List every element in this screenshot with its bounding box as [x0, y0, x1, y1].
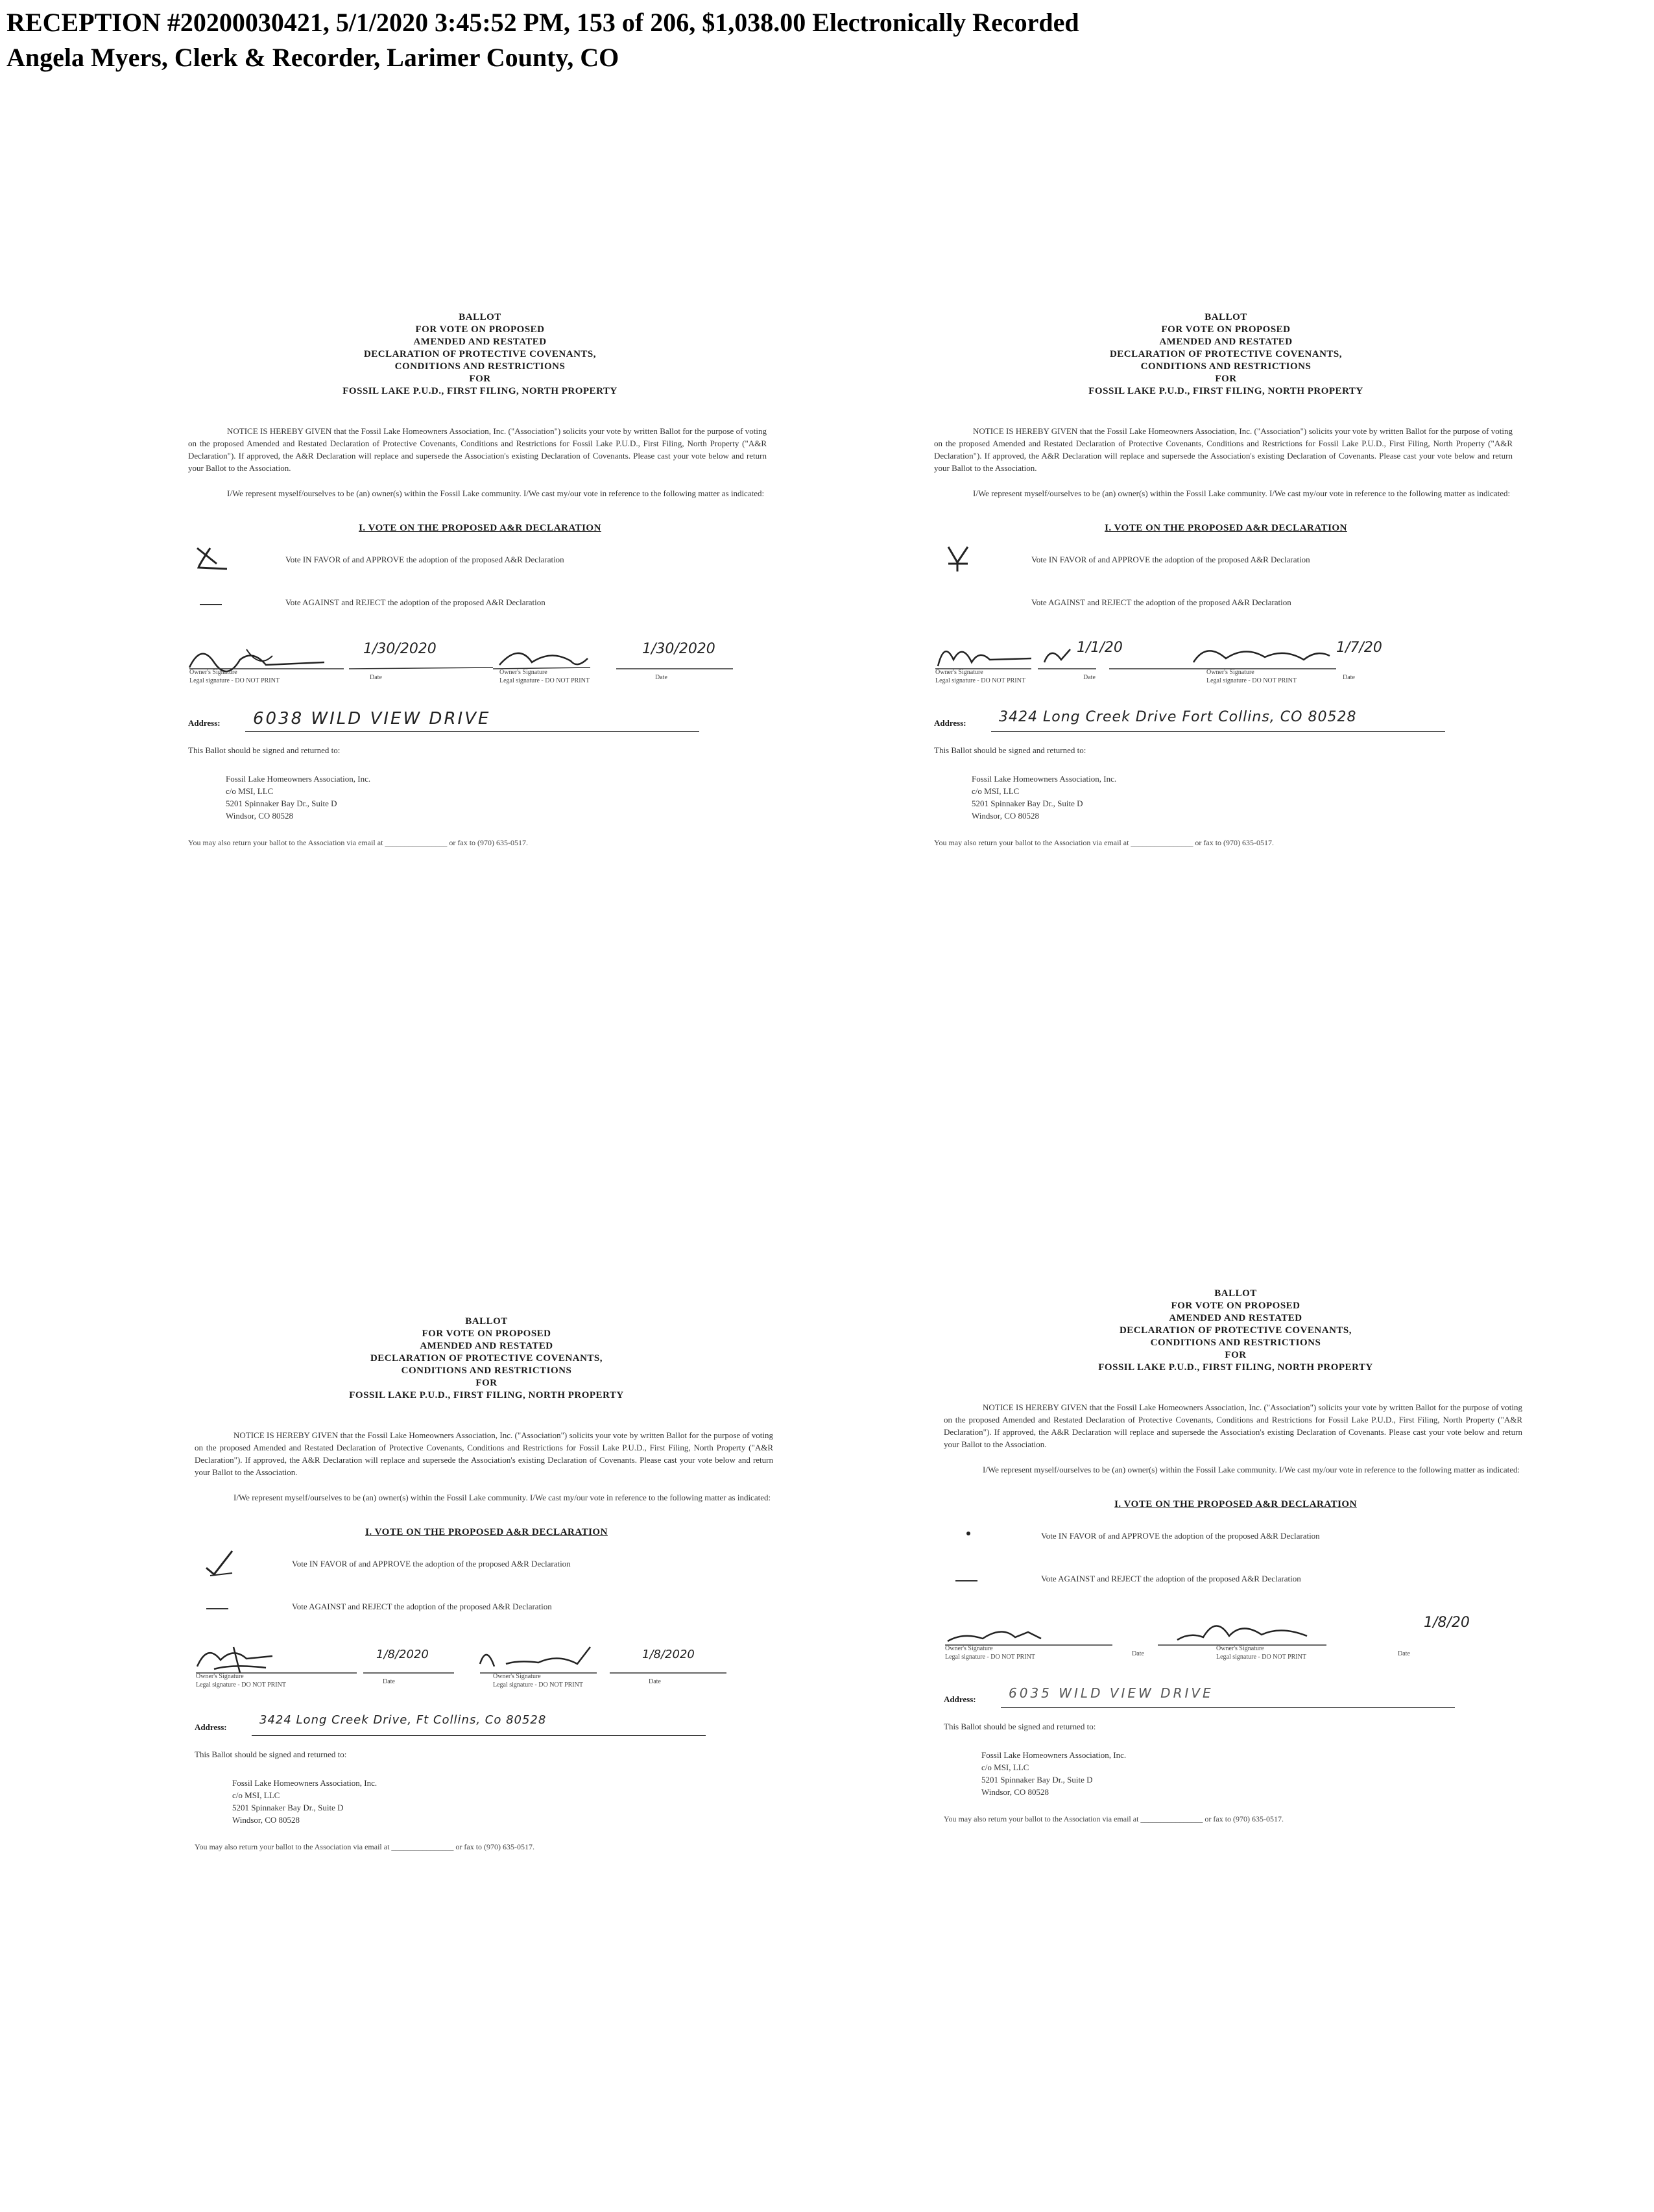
owner-signature-label: Owner's Signature	[945, 1645, 993, 1652]
title-line: FOSSIL LAKE P.U.D., FIRST FILING, NORTH PROPERTY	[1088, 386, 1363, 396]
section-heading: I. VOTE ON THE PROPOSED A&R DECLARATION	[359, 523, 601, 533]
address-label: Address:	[195, 1722, 227, 1732]
mail-line: Fossil Lake Homeowners Association, Inc.	[972, 774, 1117, 784]
vote-against-blank	[200, 604, 222, 605]
date-value-1: 1/30/2020	[363, 641, 437, 657]
email-fax-line: You may also return your ballot to the Association via email at ________________ or fax to (970) 635-0517.	[934, 838, 1275, 847]
title-line: FOR VOTE ON PROPOSED	[1161, 324, 1291, 335]
ballot-title	[934, 311, 1518, 398]
signature-area	[934, 636, 1518, 687]
vote-against-label: Vote AGAINST and REJECT the adoption of the proposed A&R Declaration	[1031, 597, 1291, 607]
ballot-bottom-right	[944, 1288, 1528, 2131]
notice-paragraph: NOTICE IS HEREBY GIVEN that the Fossil Lake Homeowners Association, Inc. ("Association") solicits your vote by written Ballot for the purpose of voting on the proposed Amended and Restated Declaration of Protective Covenants, Conditions and Restrictions for Fossil Lake P.U.D., First Filing, North Property ("A&R Declaration"). If approved, the A&R Declaration will replace and supersede the Association's existing Declaration of Covenants. Please cast your vote below and return your Ballot to the Association.	[944, 1402, 1522, 1449]
mail-line: Windsor, CO 80528	[232, 1815, 300, 1825]
date-label: Date	[655, 674, 667, 681]
date-label: Date	[1343, 674, 1355, 681]
address-value: 3424 Long Creek Drive, Ft Collins, Co 80528	[259, 1713, 547, 1727]
owner-signature-label: Owner's Signature	[935, 669, 983, 676]
owner-signature-label: Owner's Signature	[196, 1673, 244, 1680]
title-line: FOSSIL LAKE P.U.D., FIRST FILING, NORTH PROPERTY	[342, 386, 617, 396]
vote-against-row	[944, 1570, 1528, 1596]
return-instruction: This Ballot should be signed and returned to:	[195, 1749, 347, 1759]
section-heading: I. VOTE ON THE PROPOSED A&R DECLARATION	[1105, 523, 1347, 533]
title-line: BALLOT	[459, 312, 501, 322]
mail-line: Windsor, CO 80528	[226, 811, 294, 821]
notice-paragraph: NOTICE IS HEREBY GIVEN that the Fossil Lake Homeowners Association, Inc. ("Association") solicits your vote by written Ballot for the purpose of voting on the proposed Amended and Restated Declaration of Protective Covenants, Conditions and Restrictions for Fossil Lake P.U.D., First Filing, North Property ("A&R Declaration"). If approved, the A&R Declaration will replace and supersede the Association's existing Declaration of Covenants. Please cast your vote below and return your Ballot to the Association.	[934, 426, 1513, 473]
date-label: Date	[383, 1678, 395, 1685]
signature-labels	[944, 1615, 1528, 1663]
handwritten-vote-mark-icon	[949, 1521, 988, 1549]
address-row	[944, 1685, 1528, 1713]
vote-against-row	[934, 594, 1518, 619]
mail-line: c/o MSI, LLC	[972, 786, 1020, 796]
address-value: 6035 WILD VIEW DRIVE	[1009, 1685, 1214, 1701]
owner-signature-label: Owner's Signature	[493, 1673, 541, 1680]
recording-header	[6, 5, 1563, 75]
title-line: CONDITIONS AND RESTRICTIONS	[1150, 1338, 1321, 1348]
vote-favor-label: Vote IN FAVOR of and APPROVE the adoption of the proposed A&R Declaration	[285, 555, 564, 564]
address-underline	[1001, 1707, 1455, 1708]
vote-against-label: Vote AGAINST and REJECT the adoption of the proposed A&R Declaration	[1041, 1574, 1301, 1583]
mailing-address	[972, 773, 1518, 822]
represent-paragraph: I/We represent myself/ourselves to be (an) owner(s) within the Fossil Lake community. I/We cast my/our vote in reference to the following matter as indicated:	[983, 1465, 1520, 1474]
signature-labels	[195, 1648, 778, 1691]
section-heading: I. VOTE ON THE PROPOSED A&R DECLARATION	[1114, 1499, 1357, 1509]
ballot-title	[944, 1288, 1528, 1374]
address-row	[188, 709, 772, 736]
date-value-2: 1/8/20	[1424, 1615, 1470, 1631]
signature-area	[195, 1641, 778, 1691]
title-line: DECLARATION OF PROTECTIVE COVENANTS,	[1119, 1325, 1352, 1336]
address-underline	[245, 731, 699, 732]
title-line: DECLARATION OF PROTECTIVE COVENANTS,	[363, 349, 597, 359]
title-line: FOR	[475, 1378, 497, 1388]
vote-favor-row	[188, 551, 772, 577]
vote-favor-row	[944, 1527, 1528, 1553]
date-value-2: 1/30/2020	[642, 641, 715, 657]
mail-line: 5201 Spinnaker Bay Dr., Suite D	[972, 799, 1083, 808]
address-label: Address:	[944, 1694, 976, 1704]
recording-reception-line: RECEPTION #20200030421, 5/1/2020 3:45:52 PM, 153 of 206, $1,038.00 Electronically Recorded	[6, 8, 1079, 37]
date-value-2: 1/7/20	[1336, 640, 1382, 656]
ballot-top-right	[934, 311, 1518, 1155]
email-fax-line: You may also return your ballot to the Association via email at ________________ or fax to (970) 635-0517.	[944, 1814, 1284, 1823]
signature-labels	[934, 640, 1518, 687]
legal-signature-label: Legal signature - DO NOT PRINT	[189, 677, 280, 684]
section-heading: I. VOTE ON THE PROPOSED A&R DECLARATION	[365, 1527, 608, 1537]
legal-signature-label: Legal signature - DO NOT PRINT	[196, 1681, 286, 1689]
signature-labels	[188, 641, 772, 687]
represent-paragraph: I/We represent myself/ourselves to be (an) owner(s) within the Fossil Lake community. I/We cast my/our vote in reference to the following matter as indicated:	[227, 488, 765, 498]
vote-against-blank	[955, 1580, 977, 1581]
mail-line: Fossil Lake Homeowners Association, Inc.	[232, 1778, 378, 1788]
title-line: AMENDED AND RESTATED	[420, 1341, 553, 1351]
signature-area	[944, 1613, 1528, 1663]
ballot-bottom-left	[195, 1316, 778, 2159]
legal-signature-label: Legal signature - DO NOT PRINT	[493, 1681, 583, 1689]
address-value: 3424 Long Creek Drive Fort Collins, CO 80528	[999, 709, 1357, 725]
title-line: FOR	[1225, 1350, 1247, 1360]
address-value: 6038 WILD VIEW DRIVE	[253, 709, 491, 728]
handwritten-vote-mark-icon	[939, 544, 978, 573]
title-line: AMENDED AND RESTATED	[1169, 1313, 1302, 1323]
title-line: CONDITIONS AND RESTRICTIONS	[394, 361, 566, 372]
address-label: Address:	[188, 718, 221, 728]
mail-line: c/o MSI, LLC	[232, 1790, 280, 1800]
mail-line: 5201 Spinnaker Bay Dr., Suite D	[981, 1775, 1093, 1785]
mailing-address	[232, 1777, 778, 1826]
date-label: Date	[370, 674, 382, 681]
owner-signature-label: Owner's Signature	[1206, 669, 1254, 676]
owner-signature-label: Owner's Signature	[1216, 1645, 1264, 1652]
date-label: Date	[649, 1678, 661, 1685]
vote-against-row	[195, 1598, 778, 1624]
mail-line: Windsor, CO 80528	[981, 1787, 1049, 1797]
notice-paragraph: NOTICE IS HEREBY GIVEN that the Fossil Lake Homeowners Association, Inc. ("Association") solicits your vote by written Ballot for the purpose of voting on the proposed Amended and Restated Declaration of Protective Covenants, Conditions and Restrictions for Fossil Lake P.U.D., First Filing, North Property ("A&R Declaration"). If approved, the A&R Declaration will replace and supersede the Association's existing Declaration of Covenants. Please cast your vote below and return your Ballot to the Association.	[195, 1430, 773, 1477]
title-line: AMENDED AND RESTATED	[413, 337, 547, 347]
mailing-address	[226, 773, 772, 822]
legal-signature-label: Legal signature - DO NOT PRINT	[499, 677, 590, 684]
handwritten-vote-mark-icon	[200, 1548, 239, 1577]
title-line: AMENDED AND RESTATED	[1159, 337, 1293, 347]
mail-line: Fossil Lake Homeowners Association, Inc.	[226, 774, 371, 784]
title-line: FOR	[1215, 374, 1237, 384]
date-label: Date	[1132, 1650, 1144, 1657]
vote-favor-label: Vote IN FAVOR of and APPROVE the adoption of the proposed A&R Declaration	[1031, 555, 1310, 564]
date-label: Date	[1398, 1650, 1410, 1657]
vote-against-blank	[206, 1608, 228, 1609]
address-row	[195, 1713, 778, 1740]
address-row	[934, 709, 1518, 736]
vote-favor-label: Vote IN FAVOR of and APPROVE the adoption of the proposed A&R Declaration	[292, 1559, 571, 1569]
title-line: BALLOT	[465, 1316, 508, 1327]
address-underline	[991, 731, 1445, 732]
address-underline	[252, 1735, 706, 1736]
handwritten-vote-mark-icon	[193, 544, 232, 573]
ballot-title	[188, 311, 772, 398]
title-line: CONDITIONS AND RESTRICTIONS	[1140, 361, 1312, 372]
mail-line: c/o MSI, LLC	[981, 1762, 1029, 1772]
owner-signature-label: Owner's Signature	[499, 669, 547, 676]
return-instruction: This Ballot should be signed and returned to:	[188, 745, 341, 755]
title-line: FOR VOTE ON PROPOSED	[422, 1328, 551, 1339]
legal-signature-label: Legal signature - DO NOT PRINT	[1206, 677, 1297, 684]
legal-signature-label: Legal signature - DO NOT PRINT	[1216, 1653, 1306, 1661]
title-line: BALLOT	[1205, 312, 1247, 322]
legal-signature-label: Legal signature - DO NOT PRINT	[945, 1653, 1035, 1661]
signature-area	[188, 636, 772, 687]
recording-clerk-line: Angela Myers, Clerk & Recorder, Larimer County, CO	[6, 43, 619, 72]
title-line: BALLOT	[1214, 1288, 1257, 1299]
mail-line: Windsor, CO 80528	[972, 811, 1040, 821]
date-value-2: 1/8/2020	[642, 1648, 695, 1661]
represent-paragraph: I/We represent myself/ourselves to be (an) owner(s) within the Fossil Lake community. I/We cast my/our vote in reference to the following matter as indicated:	[234, 1493, 771, 1502]
title-line: DECLARATION OF PROTECTIVE COVENANTS,	[370, 1353, 603, 1364]
return-instruction: This Ballot should be signed and returned to:	[934, 745, 1086, 755]
title-line: FOR	[469, 374, 491, 384]
ballot-top-left	[188, 311, 772, 1155]
mail-line: 5201 Spinnaker Bay Dr., Suite D	[232, 1803, 344, 1812]
owner-signature-label: Owner's Signature	[189, 669, 237, 676]
notice-paragraph: NOTICE IS HEREBY GIVEN that the Fossil Lake Homeowners Association, Inc. ("Association") solicits your vote by written Ballot for the purpose of voting on the proposed Amended and Restated Declaration of Protective Covenants, Conditions and Restrictions for Fossil Lake P.U.D., First Filing, North Property ("A&R Declaration"). If approved, the A&R Declaration will replace and supersede the Association's existing Declaration of Covenants. Please cast your vote below and return your Ballot to the Association.	[188, 426, 767, 473]
title-line: FOSSIL LAKE P.U.D., FIRST FILING, NORTH PROPERTY	[349, 1390, 624, 1401]
date-value-1: 1/1/20	[1077, 640, 1123, 656]
ballot-title	[195, 1316, 778, 1402]
title-line: CONDITIONS AND RESTRICTIONS	[401, 1365, 572, 1376]
represent-paragraph: I/We represent myself/ourselves to be (an) owner(s) within the Fossil Lake community. I/We cast my/our vote in reference to the following matter as indicated:	[973, 488, 1511, 498]
mail-line: c/o MSI, LLC	[226, 786, 274, 796]
vote-against-label: Vote AGAINST and REJECT the adoption of the proposed A&R Declaration	[292, 1602, 552, 1611]
date-value-1: 1/8/2020	[376, 1648, 429, 1661]
title-line: DECLARATION OF PROTECTIVE COVENANTS,	[1109, 349, 1343, 359]
vote-favor-row	[195, 1555, 778, 1581]
legal-signature-label: Legal signature - DO NOT PRINT	[935, 677, 1025, 684]
vote-favor-label: Vote IN FAVOR of and APPROVE the adoption of the proposed A&R Declaration	[1041, 1531, 1320, 1541]
address-label: Address:	[934, 718, 966, 728]
date-label: Date	[1083, 674, 1096, 681]
mailing-address	[981, 1749, 1528, 1798]
title-line: FOR VOTE ON PROPOSED	[415, 324, 545, 335]
return-instruction: This Ballot should be signed and returned to:	[944, 1722, 1096, 1731]
email-fax-line: You may also return your ballot to the Association via email at ________________ or fax to (970) 635-0517.	[195, 1842, 535, 1851]
email-fax-line: You may also return your ballot to the Association via email at ________________ or fax to (970) 635-0517.	[188, 838, 529, 847]
mail-line: Fossil Lake Homeowners Association, Inc.	[981, 1750, 1127, 1760]
title-line: FOR VOTE ON PROPOSED	[1171, 1301, 1300, 1311]
title-line: FOSSIL LAKE P.U.D., FIRST FILING, NORTH PROPERTY	[1098, 1362, 1373, 1373]
vote-against-label: Vote AGAINST and REJECT the adoption of the proposed A&R Declaration	[285, 597, 545, 607]
vote-against-row	[188, 594, 772, 619]
mail-line: 5201 Spinnaker Bay Dr., Suite D	[226, 799, 337, 808]
vote-favor-row	[934, 551, 1518, 577]
